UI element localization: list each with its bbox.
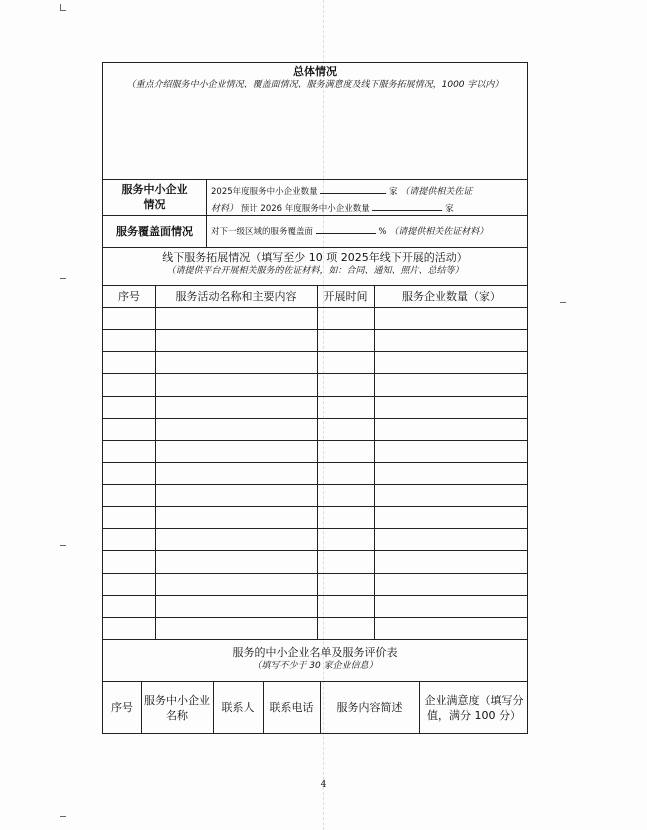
table-cell[interactable] (317, 462, 374, 484)
coverage-prefix: 对下一级区域的服务覆盖面 (211, 227, 314, 237)
divider (103, 639, 527, 640)
table-cell[interactable] (374, 617, 529, 639)
table-cell[interactable] (317, 595, 374, 617)
table-cell[interactable] (317, 373, 374, 395)
table-cell[interactable] (103, 440, 155, 462)
unit-label: 家 (389, 187, 398, 197)
sme-service-content (211, 183, 525, 216)
divider (206, 179, 207, 247)
table-cell[interactable] (155, 617, 317, 639)
table-cell[interactable] (317, 550, 374, 572)
overview-section (103, 65, 527, 92)
table-cell[interactable] (374, 506, 529, 528)
table-cell[interactable] (374, 484, 529, 506)
col-header-index: 序号 (118, 289, 140, 303)
table-cell[interactable] (317, 351, 374, 373)
table-cell[interactable] (317, 396, 374, 418)
sme-list-title: 服务的中小企业名单及服务评价表 (232, 646, 398, 659)
table-cell[interactable] (317, 484, 374, 506)
overview-input-area[interactable] (103, 97, 527, 177)
page-number: 4 (320, 780, 327, 790)
table-cell[interactable] (103, 351, 155, 373)
scan-edge-mark (60, 278, 66, 279)
table-cell[interactable] (317, 418, 374, 440)
table-cell[interactable] (103, 462, 155, 484)
table-cell[interactable] (103, 373, 155, 395)
list-header-service-summary: 服务内容简述 (336, 701, 403, 714)
table-cell[interactable] (374, 550, 529, 572)
sme-count-2025-field[interactable] (320, 183, 386, 194)
table-cell[interactable] (317, 307, 374, 329)
table-cell[interactable] (374, 462, 529, 484)
evidence-note-cont: 材料） (211, 204, 239, 214)
table-cell[interactable] (155, 418, 317, 440)
table-cell[interactable] (374, 329, 529, 351)
table-cell[interactable] (155, 307, 317, 329)
list-header-contact: 联系人 (221, 701, 255, 714)
table-cell[interactable] (103, 573, 155, 595)
coverage-content (211, 223, 525, 239)
list-header-phone: 联系电话 (269, 701, 314, 714)
table-cell[interactable] (374, 307, 529, 329)
table-cell[interactable] (155, 506, 317, 528)
table-cell[interactable] (155, 373, 317, 395)
scan-edge-mark (560, 302, 566, 303)
table-cell[interactable] (155, 573, 317, 595)
table-cell[interactable] (103, 506, 155, 528)
sme-list-note: （填写不少于 30 家企业信息） (252, 661, 378, 671)
table-cell[interactable] (103, 396, 155, 418)
coverage-label: 服务覆盖面情况 (116, 224, 193, 238)
table-cell[interactable] (374, 573, 529, 595)
table-cell[interactable] (374, 396, 529, 418)
col-header-date: 开展时间 (323, 289, 368, 303)
sme-count-2025-label: 2025年度服务中小企业数量 (211, 187, 318, 197)
sme-count-2026-field[interactable] (372, 200, 442, 211)
table-cell[interactable] (317, 329, 374, 351)
overview-note: （重点介绍服务中小企业情况、覆盖面情况、服务满意度及线下服务拓展情况，1000 字以内） (126, 80, 504, 90)
column-divider (141, 681, 142, 734)
scan-corner-mark (60, 10, 66, 11)
list-header-index: 序号 (111, 701, 133, 714)
table-cell[interactable] (155, 351, 317, 373)
overview-title: 总体情况 (293, 65, 337, 78)
sme-service-label: 服务中小企业情况 (121, 183, 188, 211)
scan-corner-mark (60, 816, 66, 817)
scan-corner-mark (60, 4, 61, 10)
table-cell[interactable] (103, 550, 155, 572)
table-cell[interactable] (155, 484, 317, 506)
list-header-satisfaction: 企业满意度（填写分值，满分 100 分） (424, 693, 524, 722)
coverage-note: （请提供相关佐证材料） (389, 227, 489, 237)
table-cell[interactable] (155, 528, 317, 550)
sme-list-heading (103, 646, 527, 673)
table-cell[interactable] (317, 528, 374, 550)
table-cell[interactable] (317, 440, 374, 462)
table-cell[interactable] (103, 484, 155, 506)
table-cell[interactable] (374, 418, 529, 440)
column-divider (419, 681, 420, 734)
evidence-note: （请提供相关佐证 (400, 187, 473, 197)
table-cell[interactable] (155, 550, 317, 572)
table-cell[interactable] (103, 617, 155, 639)
offline-note: （请提供平台开展相关服务的佐证材料，如：合同、通知、照片、总结等） (166, 266, 464, 276)
table-cell[interactable] (374, 440, 529, 462)
table-cell[interactable] (374, 373, 529, 395)
table-cell[interactable] (317, 506, 374, 528)
form-table (102, 62, 528, 734)
divider (103, 247, 527, 248)
table-cell[interactable] (155, 329, 317, 351)
col-header-activity: 服务活动名称和主要内容 (175, 289, 297, 303)
table-cell[interactable] (155, 595, 317, 617)
table-cell[interactable] (374, 528, 529, 550)
table-cell[interactable] (103, 595, 155, 617)
offline-title: 线下服务拓展情况（填写至少 10 项 2025年线下开展的活动） (162, 251, 468, 264)
unit-label: 家 (445, 204, 454, 214)
sme-count-2026-label: 预计 2026 年度服务中小企业数量 (240, 204, 370, 214)
coverage-field[interactable] (316, 223, 376, 234)
offline-heading (103, 251, 527, 278)
table-cell[interactable] (155, 440, 317, 462)
table-cell[interactable] (103, 418, 155, 440)
list-header-company: 服务中小企业名称 (144, 693, 210, 722)
scan-edge-mark (60, 545, 66, 546)
table-cell[interactable] (103, 329, 155, 351)
table-cell[interactable] (374, 351, 529, 373)
table-cell[interactable] (103, 528, 155, 550)
table-cell[interactable] (317, 617, 374, 639)
percent-label: % (378, 227, 387, 237)
table-cell[interactable] (103, 307, 155, 329)
table-cell[interactable] (317, 573, 374, 595)
table-cell[interactable] (155, 396, 317, 418)
table-cell[interactable] (155, 462, 317, 484)
table-cell[interactable] (374, 595, 529, 617)
col-header-count: 服务企业数量（家） (402, 289, 501, 303)
